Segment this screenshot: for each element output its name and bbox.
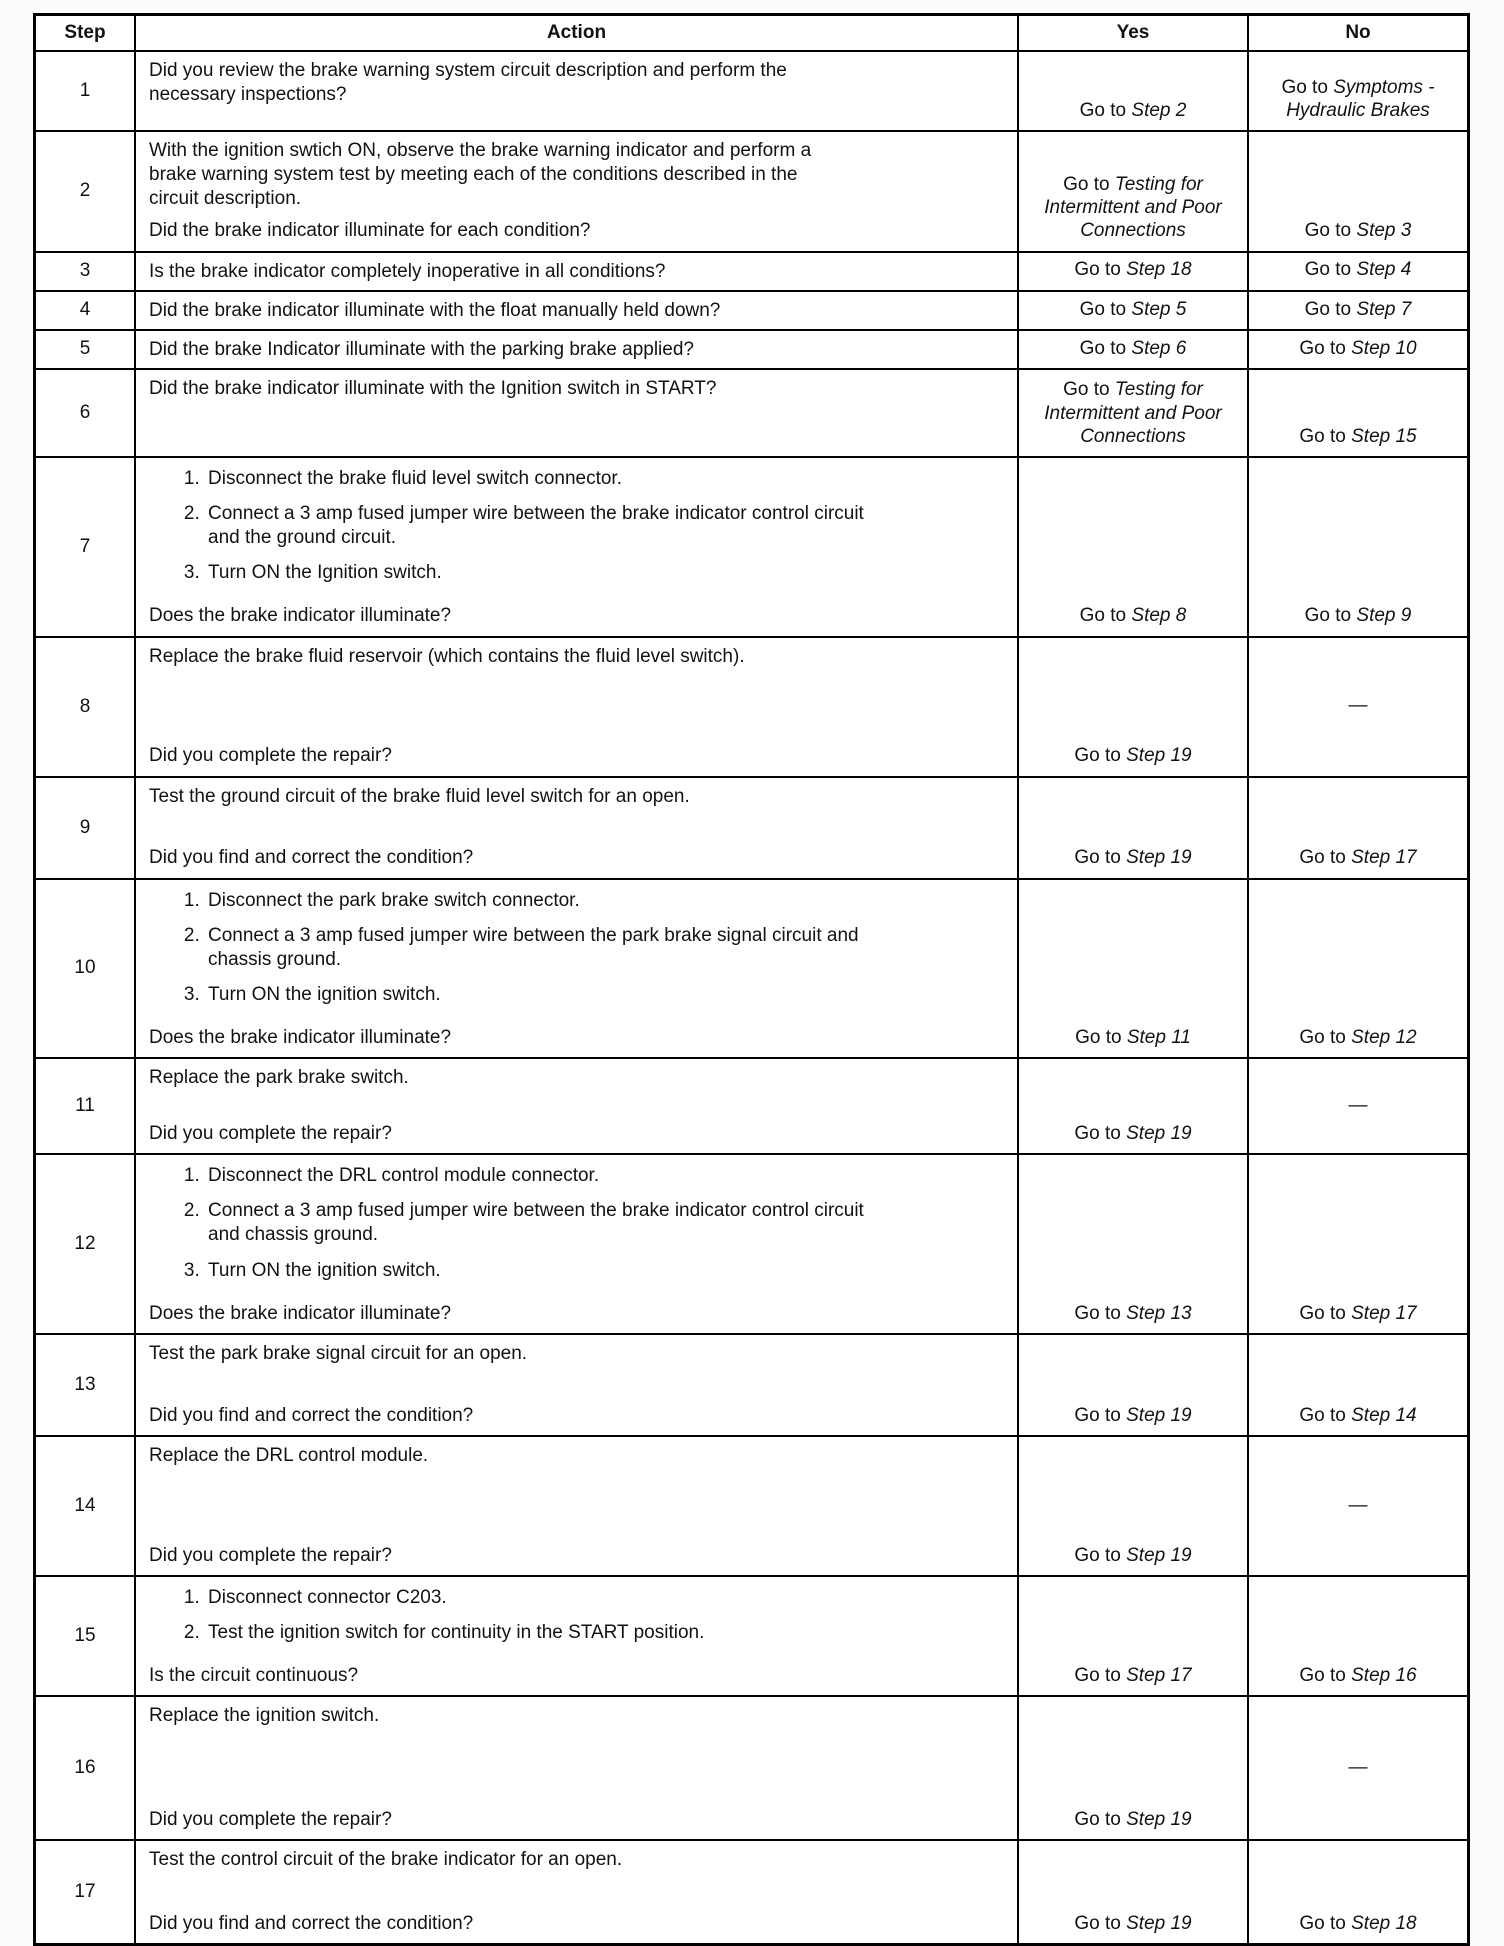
action-top — [149, 885, 1007, 1019]
goto-text: Go to Step 4 — [1304, 259, 1412, 281]
action-step-item: 2. Connect a 3 amp fused jumper wire between the brake indicator control circuit and the ground circuit. — [205, 502, 895, 550]
goto-text: Go to Step 17 — [1299, 1302, 1417, 1324]
action-step-item: 3. Turn ON the ignition switch. — [205, 1259, 895, 1283]
action-top — [149, 643, 1007, 669]
action-step-item: 1. Disconnect connector C203. — [205, 1586, 895, 1610]
action-cell — [136, 1059, 1019, 1153]
goto-text: — — [1348, 1757, 1368, 1779]
yes-cell — [1019, 1577, 1249, 1695]
no-cell — [1249, 458, 1467, 636]
step-number: 14 — [36, 1437, 136, 1575]
goto-text: Go to Step 19 — [1074, 1808, 1192, 1830]
goto-text: Go to Step 7 — [1304, 298, 1412, 320]
action-intro: Replace the park brake switch. — [149, 1067, 409, 1089]
action-question: Did the brake indicator illuminate for each condition? — [149, 220, 591, 242]
action-intro: Test the park brake signal circuit for an open. — [149, 1342, 528, 1364]
action-step-item: 2. Connect a 3 amp fused jumper wire between the park brake signal circuit and chassis ground. — [205, 924, 895, 972]
goto-text: Go to Step 18 — [1299, 1912, 1417, 1934]
action-step-item: 2. Test the ignition switch for continuity in the START position. — [205, 1621, 895, 1645]
goto-text: Go to Step 2 — [1079, 99, 1187, 121]
no-cell — [1249, 253, 1467, 290]
action-intro: Replace the ignition switch. — [149, 1705, 380, 1727]
action-step-item: 1. Disconnect the brake fluid level switch connector. — [205, 467, 895, 491]
goto-text: Go to Step 8 — [1079, 605, 1187, 627]
no-cell — [1249, 292, 1467, 329]
step-number: 6 — [36, 370, 136, 456]
no-cell — [1249, 1841, 1467, 1943]
action-question: Does the brake indicator illuminate? — [149, 1302, 452, 1324]
table-row — [36, 130, 1467, 251]
step-number: 16 — [36, 1697, 136, 1839]
action-step-item: 2. Connect a 3 amp fused jumper wire between the brake indicator control circuit and chassis ground. — [205, 1199, 895, 1247]
action-top — [149, 463, 1007, 597]
yes-cell — [1019, 292, 1249, 329]
table-row — [36, 1153, 1467, 1333]
action-intro: Replace the brake fluid reservoir (which contains the fluid level switch). — [149, 645, 745, 667]
action-question: Is the circuit continuous? — [149, 1665, 359, 1686]
table-row — [36, 636, 1467, 776]
no-cell — [1249, 1335, 1467, 1435]
table-row — [36, 368, 1467, 456]
goto-text: Go to Step 12 — [1299, 1026, 1417, 1048]
no-cell — [1249, 1577, 1467, 1695]
step-number: 15 — [36, 1577, 136, 1695]
yes-cell — [1019, 52, 1249, 130]
action-question: Does the brake indicator illuminate? — [149, 605, 452, 627]
goto-text: Go to Step 19 — [1074, 1122, 1192, 1144]
goto-text: Go to Step 10 — [1299, 337, 1417, 359]
no-cell — [1249, 1155, 1467, 1333]
action-top — [149, 1064, 1007, 1090]
no-cell — [1249, 880, 1467, 1058]
action-top — [149, 375, 1007, 401]
step-number: 9 — [36, 778, 136, 878]
action-intro: Did the brake Indicator illuminate with the parking brake applied? — [149, 338, 694, 360]
yes-cell — [1019, 370, 1249, 456]
yes-cell — [1019, 1059, 1249, 1153]
goto-text: Go to Step 11 — [1075, 1026, 1191, 1048]
yes-cell — [1019, 1437, 1249, 1575]
table-header-row — [36, 16, 1467, 50]
action-top — [149, 57, 1007, 107]
yes-cell — [1019, 1155, 1249, 1333]
goto-text: Go to Step 9 — [1304, 605, 1412, 627]
goto-text: — — [1348, 1095, 1368, 1117]
action-cell — [136, 880, 1019, 1058]
action-cell — [136, 778, 1019, 878]
action-intro: With the ignition swtich ON, observe the brake warning indicator and perform a brake warning system test by meeting each of the conditions described in the circuit description. — [149, 140, 812, 210]
no-cell — [1249, 1697, 1467, 1839]
table-row — [36, 50, 1467, 130]
goto-text: Go to Step 19 — [1074, 745, 1192, 767]
goto-text: Go to Testing for Intermittent and Poor Connections — [1044, 379, 1222, 447]
table-row — [36, 456, 1467, 636]
yes-cell — [1019, 1841, 1249, 1943]
action-cell — [136, 1697, 1019, 1839]
yes-cell — [1019, 1335, 1249, 1435]
yes-cell — [1019, 458, 1249, 636]
action-steps — [149, 467, 1007, 586]
table-row — [36, 776, 1467, 878]
yes-cell — [1019, 638, 1249, 776]
action-top — [149, 258, 1007, 284]
step-number: 1 — [36, 52, 136, 130]
action-top — [149, 1846, 1007, 1872]
action-top — [149, 1702, 1007, 1728]
action-question: Did you find and correct the condition? — [149, 1404, 474, 1426]
step-number: 5 — [36, 331, 136, 368]
action-top — [149, 137, 1007, 211]
goto-text: Go to Step 3 — [1304, 220, 1412, 242]
table-row — [36, 1695, 1467, 1839]
goto-text: Go to Testing for Intermittent and Poor Connections — [1044, 173, 1222, 242]
no-cell — [1249, 1059, 1467, 1153]
yes-cell — [1019, 253, 1249, 290]
step-number: 17 — [36, 1841, 136, 1943]
yes-cell — [1019, 1697, 1249, 1839]
goto-text: Go to Step 17 — [1299, 847, 1417, 869]
col-header-action: Action — [136, 16, 1019, 50]
goto-text: Go to Step 19 — [1074, 847, 1192, 869]
goto-text: Go to Symptoms - Hydraulic Brakes — [1281, 76, 1435, 121]
goto-text: Go to Step 16 — [1299, 1664, 1417, 1686]
action-top — [149, 1442, 1007, 1468]
step-number: 12 — [36, 1155, 136, 1333]
yes-cell — [1019, 880, 1249, 1058]
action-cell — [136, 458, 1019, 636]
action-question: Did you complete the repair? — [149, 745, 392, 767]
action-cell — [136, 292, 1019, 329]
table-row — [36, 1057, 1467, 1153]
action-intro: Test the control circuit of the brake indicator for an open. — [149, 1849, 623, 1871]
action-question: Did you find and correct the condition? — [149, 847, 474, 869]
yes-cell — [1019, 132, 1249, 251]
action-top — [149, 783, 1007, 809]
action-question: Did you complete the repair? — [149, 1809, 392, 1830]
action-step-item: 1. Disconnect the DRL control module connector. — [205, 1164, 895, 1188]
action-cell — [136, 370, 1019, 456]
no-cell — [1249, 52, 1467, 130]
goto-text: — — [1348, 695, 1368, 717]
step-number: 13 — [36, 1335, 136, 1435]
action-step-item: 1. Disconnect the park brake switch connector. — [205, 889, 895, 913]
action-question: Did you complete the repair? — [149, 1544, 392, 1566]
no-cell — [1249, 778, 1467, 878]
action-cell — [136, 1437, 1019, 1575]
action-cell — [136, 1577, 1019, 1695]
table-body — [36, 50, 1467, 1943]
step-number: 7 — [36, 458, 136, 636]
action-intro: Did the brake indicator illuminate with the Ignition switch in START? — [149, 377, 717, 399]
diagnostic-table — [33, 13, 1470, 1946]
action-top — [149, 1160, 1007, 1294]
no-cell — [1249, 638, 1467, 776]
table-row — [36, 878, 1467, 1058]
action-steps — [149, 1164, 1007, 1283]
action-cell — [136, 52, 1019, 130]
goto-text: Go to Step 19 — [1074, 1912, 1192, 1934]
action-intro: Is the brake indicator completely inoperative in all conditions? — [149, 260, 666, 282]
table-row — [36, 329, 1467, 368]
no-cell — [1249, 331, 1467, 368]
action-cell — [136, 253, 1019, 290]
action-cell — [136, 638, 1019, 776]
goto-text: Go to Step 19 — [1074, 1544, 1192, 1566]
goto-text: Go to Step 15 — [1299, 425, 1417, 447]
action-top — [149, 297, 1007, 323]
action-intro: Replace the DRL control module. — [149, 1444, 429, 1466]
no-cell — [1249, 132, 1467, 251]
table-row — [36, 290, 1467, 329]
no-cell — [1249, 370, 1467, 456]
table-row — [36, 1839, 1467, 1943]
action-cell — [136, 1335, 1019, 1435]
action-top — [149, 1340, 1007, 1366]
goto-text: Go to Step 18 — [1074, 259, 1192, 281]
action-intro: Test the ground circuit of the brake fluid level switch for an open. — [149, 785, 690, 807]
action-cell — [136, 331, 1019, 368]
goto-text: — — [1348, 1494, 1368, 1516]
yes-cell — [1019, 778, 1249, 878]
action-top — [149, 1582, 1007, 1656]
action-step-item: 3. Turn ON the Ignition switch. — [205, 561, 895, 585]
action-steps — [149, 1586, 1007, 1645]
yes-cell — [1019, 331, 1249, 368]
table-row — [36, 251, 1467, 290]
action-cell — [136, 132, 1019, 251]
goto-text: Go to Step 14 — [1299, 1404, 1417, 1426]
col-header-yes: Yes — [1019, 16, 1249, 50]
col-header-step: Step — [36, 16, 136, 50]
action-intro: Did the brake indicator illuminate with the float manually held down? — [149, 299, 721, 321]
action-question: Did you find and correct the condition? — [149, 1913, 474, 1934]
step-number: 11 — [36, 1059, 136, 1153]
action-top — [149, 336, 1007, 362]
goto-text: Go to Step 13 — [1074, 1302, 1192, 1324]
table-row — [36, 1333, 1467, 1435]
goto-text: Go to Step 17 — [1074, 1664, 1192, 1686]
action-steps — [149, 889, 1007, 1008]
action-intro: Did you review the brake warning system circuit description and perform the necessary inspections? — [149, 60, 787, 106]
table-row — [36, 1435, 1467, 1575]
action-question: Did you complete the repair? — [149, 1123, 392, 1144]
action-cell — [136, 1841, 1019, 1943]
goto-text: Go to Step 19 — [1074, 1404, 1192, 1426]
action-step-item: 3. Turn ON the ignition switch. — [205, 983, 895, 1007]
step-number: 3 — [36, 253, 136, 290]
step-number: 4 — [36, 292, 136, 329]
col-header-no: No — [1345, 22, 1371, 43]
step-number: 10 — [36, 880, 136, 1058]
no-cell — [1249, 1437, 1467, 1575]
step-number: 8 — [36, 638, 136, 776]
goto-text: Go to Step 5 — [1079, 298, 1187, 320]
table-row — [36, 1575, 1467, 1695]
step-number: 2 — [36, 132, 136, 251]
action-question: Does the brake indicator illuminate? — [149, 1027, 452, 1048]
action-cell — [136, 1155, 1019, 1333]
goto-text: Go to Step 6 — [1079, 337, 1187, 359]
